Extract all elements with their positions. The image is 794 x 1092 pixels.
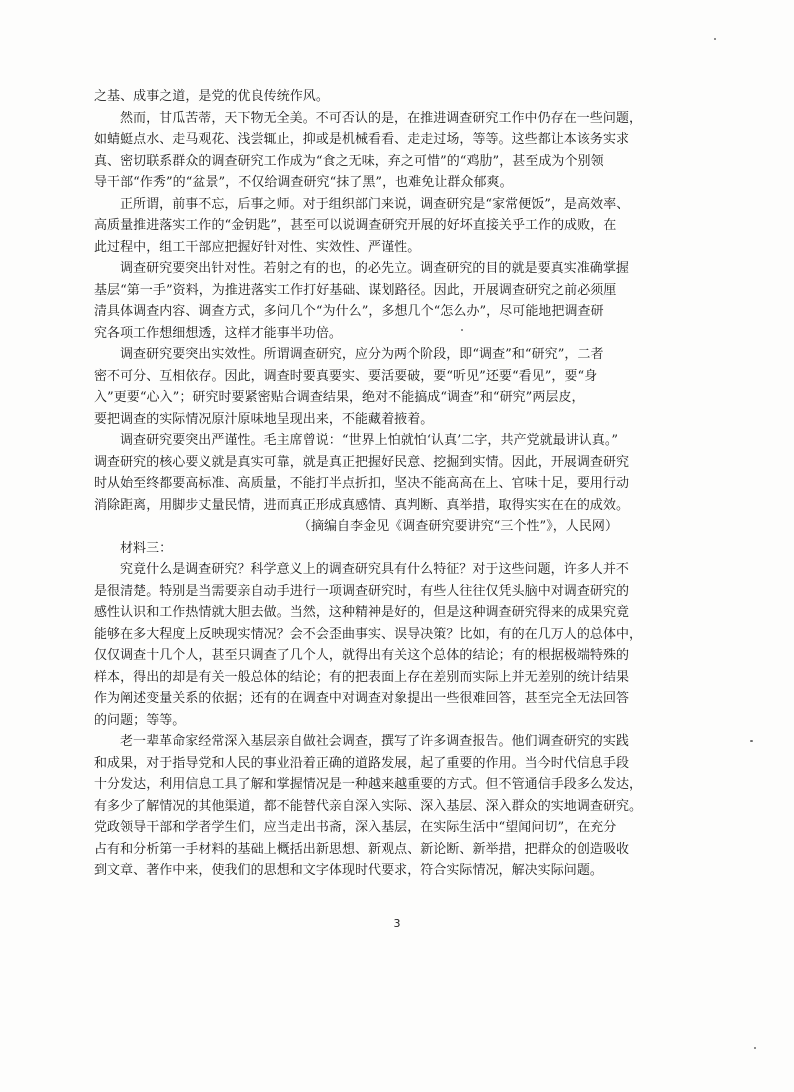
text-line: 消除距离，用脚步丈量民情，进而真正形成真感情、真判断、真举措，取得实实在在的成效。 (94, 497, 630, 513)
text-line: 时从始至终都要高标准、高质量，不能打半点折扣，坚决不能高高在上、官味十足，要用行动 (94, 476, 630, 491)
paragraph-start: 究竟什么是调查研究？科学意义上的调查研究具有什么特征？对于这些问题，许多人并不 (120, 562, 629, 577)
text-line: 此过程中，组工干部应把握好针对性、实效性、严谨性。 (94, 239, 421, 255)
text-line: 能够在多大程度上反映现实情况？会不会歪曲事实、误导决策？比如，有的在几万人的总体中， (94, 626, 643, 642)
text-line: 真、密切联系群众的调查研究工作成为“食之无味，弃之可惜”的“鸡肋”，甚至成为个别领 (94, 153, 604, 169)
scan-speck (754, 1047, 756, 1049)
text-line: 有多少了解情况的其他渠道，都不能替代亲自深入实际、深入基层、深入群众的实地调查研究。 (94, 798, 643, 814)
text-line: 导干部“作秀”的“盆景”，不仅给调查研究“抹了黑”，也难免让群众郁爽。 (94, 175, 513, 190)
text-line: 密不可分、互相依存。因此，调查时要真要实、要活要破，要“听见”还要“看见”，要“身 (94, 368, 598, 384)
text-line: 是很清楚。特别是当需要亲自动手进行一项调查研究时，有些人往往仅凭头脑中对调查研究的 (94, 583, 630, 599)
text-line: 感性认识和工作热情就大胆去做。当然，这种精神是好的，但是这种调查研究得来的成果究竟 (94, 605, 630, 620)
paragraph-start: 正所谓，前事不忘，后事之师。对于组织部门来说，调查研究是“家常便饭”，是高效率、 (120, 196, 630, 212)
scan-speck (714, 38, 716, 40)
text-line: 调查研究的核心要义就是真实可靠，就是真正把握好民意、挖掘到实情。因此，开展调查研究 (94, 454, 630, 470)
text-line: 入”更要“心入”；研究时要紧密贴合调查结果，绝对不能搞成“调查”和“研究”两层皮， (94, 390, 585, 405)
text-line: 之基、成事之道，是党的优良传统作风。 (94, 89, 329, 104)
paragraph-start: 调查研究要突出针对性。若射之有的也，的必先立。调查研究的目的就是要真实准确掌握 (120, 261, 629, 276)
text-line: 高质量推进落实工作的“金钥匙”，甚至可以说调查研究开展的好坏直接关乎工作的成败，在 (94, 218, 617, 233)
paragraph-start: 调查研究要突出实效性。所谓调查研究，应分为两个阶段，即“调查”和“研究”，二者 (120, 347, 604, 362)
paragraph-start: 老一辈革命家经常深入基层亲自做社会调查，撰写了许多调查报告。他们调查研究的实践 (120, 734, 629, 749)
scan-speck (750, 740, 753, 742)
text-line: 清具体调查内容、调查方式，多问几个“为什么”，多想几个“怎么办”，尽可能地把调查研 (94, 304, 604, 319)
source-citation: （摘编自李金见《调查研究要讲究“三个性”》，人民网） (297, 519, 618, 534)
text-line: 样本，得出的却是有关一般总体的结论；有的把表面上存在差别而实际上并无差别的统计结果 (94, 669, 630, 685)
text-line: 和成果，对于指导党和人民的事业沿着正确的道路发展，起了重要的作用。当今时代信息手段 (94, 755, 630, 771)
text-line: 究各项工作想细想透，这样才能事半功倍。 (94, 325, 342, 341)
text-line: 仅仅调查十几个人，甚至只调查了几个人，就得出有关这个总体的结论；有的根据极端特殊的 (94, 648, 630, 663)
text-line: 十分发达，利用信息工具了解和掌握情况是一种越来越重要的方式。但不管通信手段多么发达， (94, 777, 643, 792)
scan-speck (461, 329, 463, 331)
text-line: 党政领导干部和学者学生们，应当走出书斋，深入基层，在实际生活中“望闻问切”，在充分 (94, 820, 617, 835)
paragraph-start: 调查研究要突出严谨性。毛主席曾说：“世界上怕就怕‘认真’二字，共产党就最讲认真。” (120, 433, 619, 448)
text-line: 基层“第一手”资料，为推进落实工作打好基础、谋划路径。因此，开展调查研究之前必须厘 (94, 282, 617, 298)
document-body (94, 86, 643, 882)
text-line: 要把调查的实际情况原汁原味地呈现出来，不能藏着掖着。 (94, 411, 434, 427)
paragraph-start: 然而，甘瓜苦蒂，天下物无全美。不可否认的是，在推进调查研究工作中仍存在一些问题， (120, 110, 643, 126)
section-heading: 材料三： (120, 540, 173, 556)
text-line: 作为阐述变量关系的依据；还有的在调查中对调查对象提出一些很难回答，甚至完全无法回答 (94, 691, 630, 706)
text-line: 如蜻蜓点水、走马观花、浅尝辄止，抑或是机械看看、走走过场，等等。这些都让本该务实求 (94, 132, 630, 147)
page-number: 3 (393, 917, 401, 930)
text-line: 占有和分析第一手材料的基础上概括出新思想、新观点、新论断、新举措，把群众的创造吸收 (94, 841, 630, 857)
text-line: 的问题；等等。 (94, 712, 186, 728)
text-line: 到文章、著作中来，使我们的思想和文字体现时代要求，符合实际情况，解决实际问题。 (94, 863, 603, 878)
